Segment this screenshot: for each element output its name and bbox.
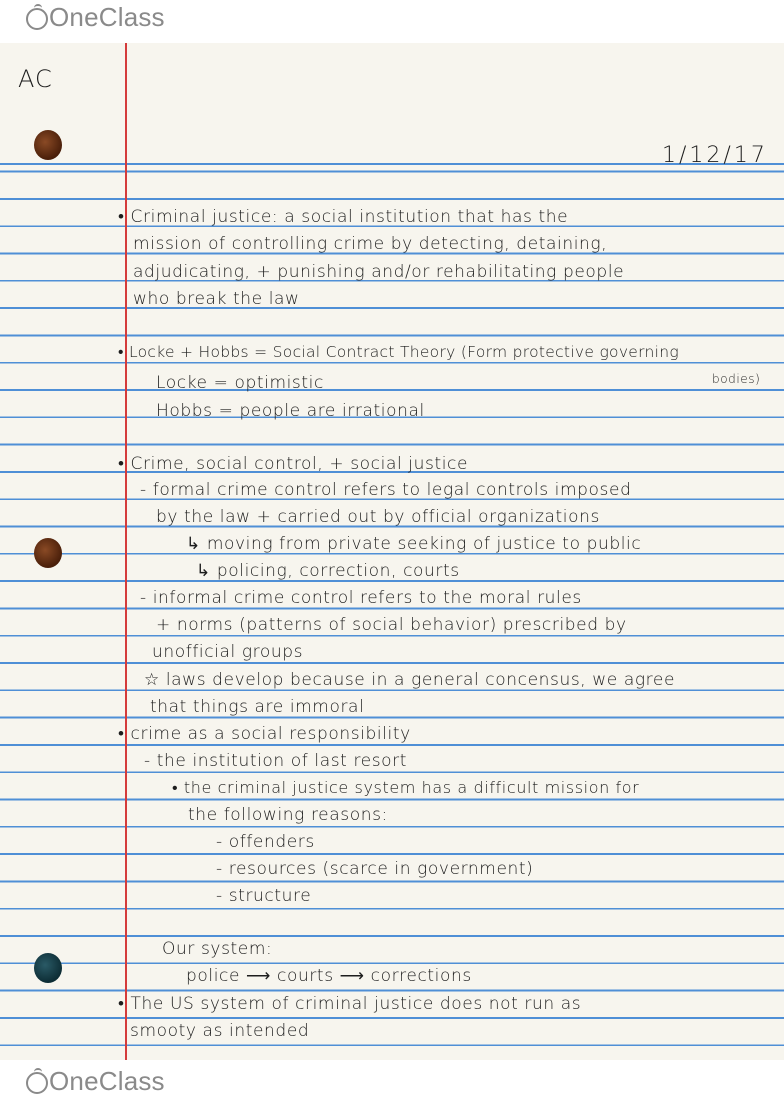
note-line: ↳ policing, correction, courts (196, 561, 460, 581)
note-line: Hobbs = people are irrational (156, 401, 425, 421)
note-line: smooty as intended (130, 1021, 310, 1041)
notebook-page (0, 43, 784, 1060)
note-line: that things are immoral (150, 697, 365, 717)
note-line: police ⟶ courts ⟶ corrections (186, 966, 472, 986)
oneclass-logo-top (26, 2, 165, 33)
note-line: who break the law (133, 289, 300, 309)
note-line: bodies) (712, 372, 761, 386)
note-line: adjudicating, + punishing and/or rehabilitating people (133, 262, 625, 282)
note-line: • crime as a social responsibility (118, 724, 411, 744)
note-line: ☆ laws develop because in a general concensus, we agree (144, 670, 676, 690)
initials: AC (18, 65, 53, 93)
logo-circle-icon (26, 8, 48, 30)
note-line: - structure (216, 886, 312, 906)
note-line: unofficial groups (152, 642, 304, 662)
note-line: - offenders (216, 832, 315, 852)
note-line: - resources (scarce in government) (216, 859, 534, 879)
note-line: mission of controlling crime by detecting, detaining, (133, 234, 608, 254)
oneclass-logo-bottom (26, 1066, 165, 1097)
margin-line (125, 43, 127, 1060)
binder-hole (34, 130, 62, 160)
note-line: the following reasons: (188, 805, 388, 825)
note-line: - formal crime control refers to legal controls imposed (140, 480, 632, 500)
note-line: by the law + carried out by official organizations (156, 507, 600, 527)
note-line: • Criminal justice: a social institution that has the (118, 207, 569, 227)
note-line: - the institution of last resort (144, 751, 408, 771)
binder-hole (34, 538, 62, 568)
note-line: • Crime, social control, + social justice (118, 454, 469, 474)
note-line: • Locke + Hobbs = Social Contract Theory (Form protective governing (118, 343, 680, 361)
logo-text: OneClass (49, 2, 165, 32)
note-line: ↳ moving from private seeking of justice to public (186, 534, 642, 554)
binder-hole (34, 953, 62, 983)
note-line: Our system: (162, 939, 273, 959)
note-line: Locke = optimistic (156, 373, 324, 393)
logo-circle-icon (26, 1072, 48, 1094)
note-line: + norms (patterns of social behavior) prescribed by (156, 615, 627, 635)
note-date: 1/12/17 (662, 143, 768, 168)
note-line: • The US system of criminal justice does not run as (118, 994, 582, 1014)
note-line: • the criminal justice system has a difficult mission for (172, 778, 640, 797)
logo-text: OneClass (49, 1066, 165, 1096)
note-line: - informal crime control refers to the moral rules (140, 588, 582, 608)
